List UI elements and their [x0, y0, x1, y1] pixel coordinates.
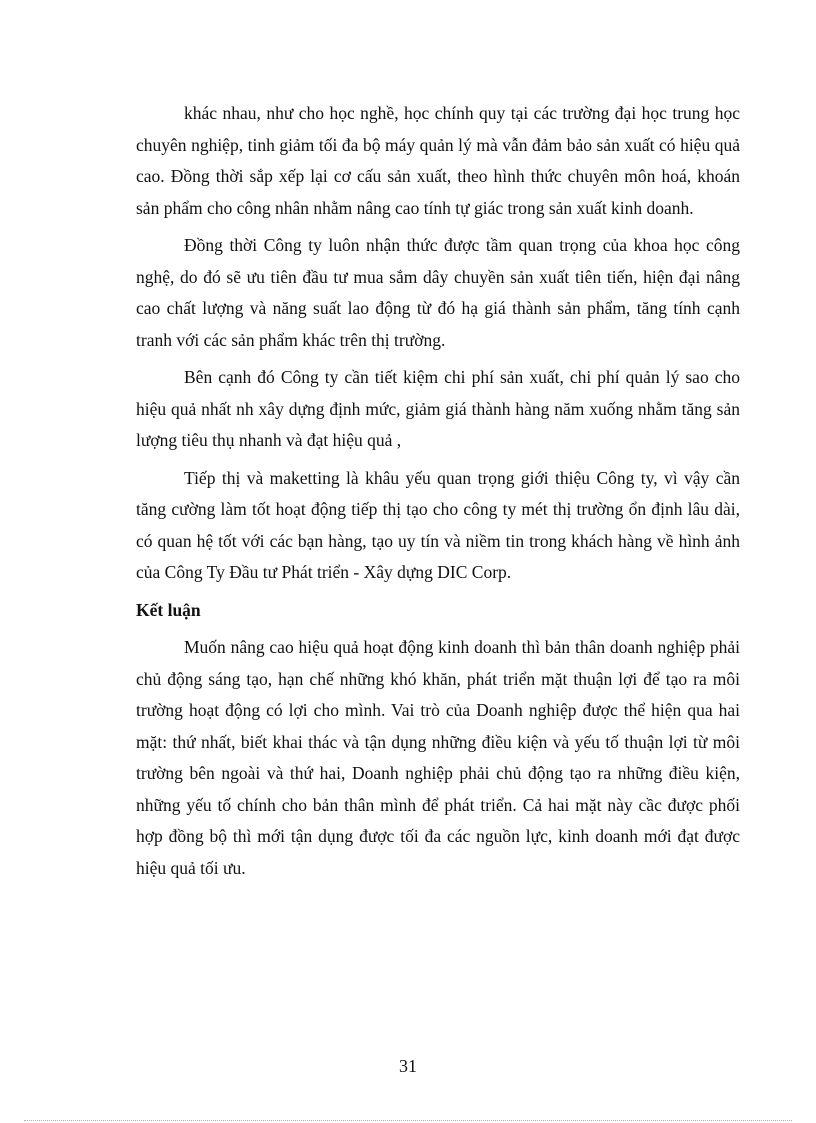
document-page [136, 98, 740, 890]
paragraph-technology: Đồng thời Công ty luôn nhận thức được tầm quan trọng của khoa học công nghệ, do đó sẽ ưu tiên đầu tư mua sắm dây chuyền sản xuất tiên tiến, hiện đại nâng cao chất lượng và năng suất lao động từ đó hạ giá thành sản phẩm, tăng tính cạnh tranh với các sản phẩm khác trên thị trường. [136, 235, 740, 350]
paragraph-cost-saving: Bên cạnh đó Công ty cần tiết kiệm chi phí sản xuất, chi phí quản lý sao cho hiệu quả nhất nh xây dựng định mức, giảm giá thành hàng năm xuống nhằm tăng sản lượng tiêu thụ nhanh và đạt hiệu quả , [136, 367, 740, 450]
page-number: 31 [399, 1056, 417, 1076]
paragraph-training: khác nhau, như cho học nghề, học chính quy tại các trường đại học trung học chuyên nghiệp, tinh giảm tối đa bộ máy quản lý mà vẫn đảm bảo sản xuất có hiệu quả cao. Đồng thời sắp xếp lại cơ cấu sản xuất, theo hình thức chuyên môn hoá, khoán sản phẩm cho công nhân nhằm nâng cao tính tự giác trong sản xuất kinh doanh. [136, 103, 740, 218]
page-bottom-divider [24, 1120, 792, 1121]
section-heading-conclusion: Kết luận [136, 599, 201, 620]
paragraph-conclusion: Muốn nâng cao hiệu quả hoạt động kinh doanh thì bản thân doanh nghiệp phải chủ động sáng tạo, hạn chế những khó khăn, phát triển mặt thuận lợi để tạo ra môi trường hoạt động có lợi cho mình. Vai trò của Doanh nghiệp được thể hiện qua hai mặt: thứ nhất, biết khai thác và tận dụng những điều kiện và yếu tố thuận lợi từ môi trường bên ngoài và thứ hai, Doanh nghiệp phải chủ động tạo ra những điều kiện, những yếu tố chính cho bản thân mình để phát triển. Cả hai mặt này cầc được phối hợp đồng bộ thì mới tận dụng được tối đa các nguồn lực, kinh doanh mới đạt được hiệu quả tối ưu. [136, 637, 740, 878]
paragraph-marketing: Tiếp thị và maketting là khâu yếu quan trọng giới thiệu Công ty, vì vậy cần tăng cường làm tốt hoạt động tiếp thị tạo cho công ty mét thị trường ổn định lâu dài, có quan hệ tốt với các bạn hàng, tạo uy tín và niềm tin trong khách hàng về hình ảnh của Công Ty Đầu tư Phát triển - Xây dựng DIC Corp. [136, 467, 740, 582]
